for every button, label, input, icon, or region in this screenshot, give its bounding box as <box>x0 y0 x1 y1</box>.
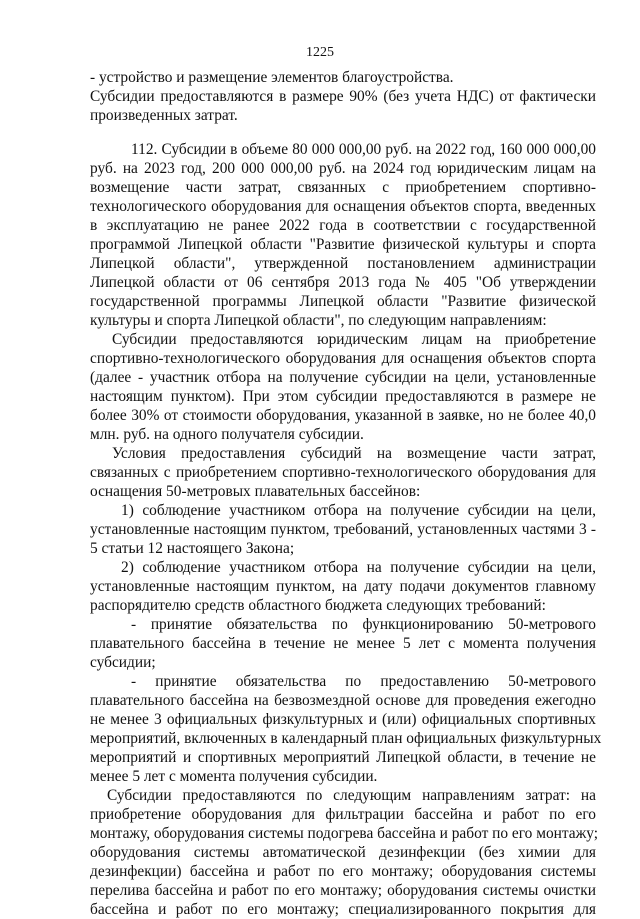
text-line: связанных с приобретением спортивно-технологического оборудования для <box>90 464 596 481</box>
text-line: млн. руб. на одного получателя субсидии. <box>90 426 364 443</box>
text-line: возмещение части затрат, связанных с приобретением спортивно- <box>90 179 596 196</box>
text-line: Липецкой области от 06 сентября 2013 года № 405 "Об утверждении <box>90 274 596 291</box>
text-line: Условия предоставления субсидий на возмещение части затрат, <box>112 445 596 462</box>
text-line: спортивно-технологического оборудования для оснащения объектов спорта <box>90 350 596 367</box>
text-line: - принятие обязательства по предоставлению 50-метрового <box>131 673 596 690</box>
text-line: оснащения 50-метровых плавательных бассейнов: <box>90 483 421 500</box>
text-line: приобретение оборудования для фильтрации бассейна и работ по его <box>90 806 596 823</box>
text-line: менее 5 лет с момента получения субсидии. <box>90 768 378 785</box>
text-line: распорядителю средств областного бюджета следующих требований: <box>90 597 546 614</box>
text-line: установленные настоящим пунктом, на дату подачи документов главному <box>90 578 596 595</box>
text-line: 2) соблюдение участником отбора на получение субсидии на цели, <box>121 559 596 576</box>
text-line: (далее - участник отбора на получение субсидии на цели, установленные <box>90 369 596 386</box>
text-line: произведенных затрат. <box>90 107 238 124</box>
text-line: настоящим пунктом). При этом субсидии предоставляются в размере не <box>90 388 596 405</box>
text-line: мероприятий, включенных в календарный план официальных физкультурных <box>90 730 602 747</box>
text-line: в эксплуатацию не ранее 2022 года в соответствии с государственной <box>90 217 596 234</box>
text-line: мероприятий и спортивных мероприятий Липецкой области, в течение не <box>90 749 596 766</box>
text-line: не менее 3 официальных физкультурных и (или) официальных спортивных <box>90 711 596 728</box>
text-line: оборудования системы автоматической дезинфекции (без химии для <box>90 844 596 861</box>
text-line: программой Липецкой области "Развитие физической культуры и спорта <box>90 236 596 253</box>
text-line: бассейна и работ по его монтажу; специализированного покрытия для <box>90 901 596 918</box>
text-line: дезинфекции) бассейна и работ по его монтажу; оборудования системы <box>90 863 596 880</box>
text-line: 112. Субсидии в объеме 80 000 000,00 руб. на 2022 год, 160 000 000,00 <box>131 141 596 158</box>
text-line: Субсидии предоставляются в размере 90% (без учета НДС) от фактически <box>90 88 596 105</box>
text-line: монтажу, оборудования системы подогрева бассейна и работ по его монтажу; <box>90 825 599 842</box>
text-line: Субсидии предоставляются по следующим направлениям затрат: на <box>107 787 596 804</box>
text-line: 1) соблюдение участником отбора на получение субсидии на цели, <box>121 502 596 519</box>
text-line: плавательного бассейна на безвозмездной основе для проведения ежегодно <box>90 692 596 709</box>
text-line: руб. на 2023 год, 200 000 000,00 руб. на 2024 год юридическим лицам на <box>90 160 596 177</box>
text-line: субсидии; <box>90 654 156 671</box>
page-number: 1225 <box>306 45 334 60</box>
text-line: - устройство и размещение элементов благоустройства. <box>90 69 454 86</box>
text-line: Субсидии предоставляются юридическим лицам на приобретение <box>112 331 596 348</box>
text-line: культуры и спорта Липецкой области", по следующим направлениям: <box>90 312 547 329</box>
text-line: перелива бассейна и работ по его монтажу; оборудования системы очистки <box>90 882 596 899</box>
text-line: технологического оборудования для оснащения объектов спорта, введенных <box>90 198 596 215</box>
text-line: - принятие обязательства по функционированию 50-метрового <box>131 616 596 633</box>
text-line: государственной программы Липецкой области "Развитие физической <box>90 293 596 310</box>
text-line: 5 статьи 12 настоящего Закона; <box>90 540 295 557</box>
text-line: плавательного бассейна в течение не менее 5 лет с момента получения <box>90 635 596 652</box>
text-line: более 30% от стоимости оборудования, указанной в заявке, но не более 40,0 <box>90 407 596 424</box>
text-line: установленные настоящим пунктом, требований, установленных частями 3 - <box>90 521 596 538</box>
text-line: Липецкой области", утвержденной постановлением администрации <box>90 255 596 272</box>
